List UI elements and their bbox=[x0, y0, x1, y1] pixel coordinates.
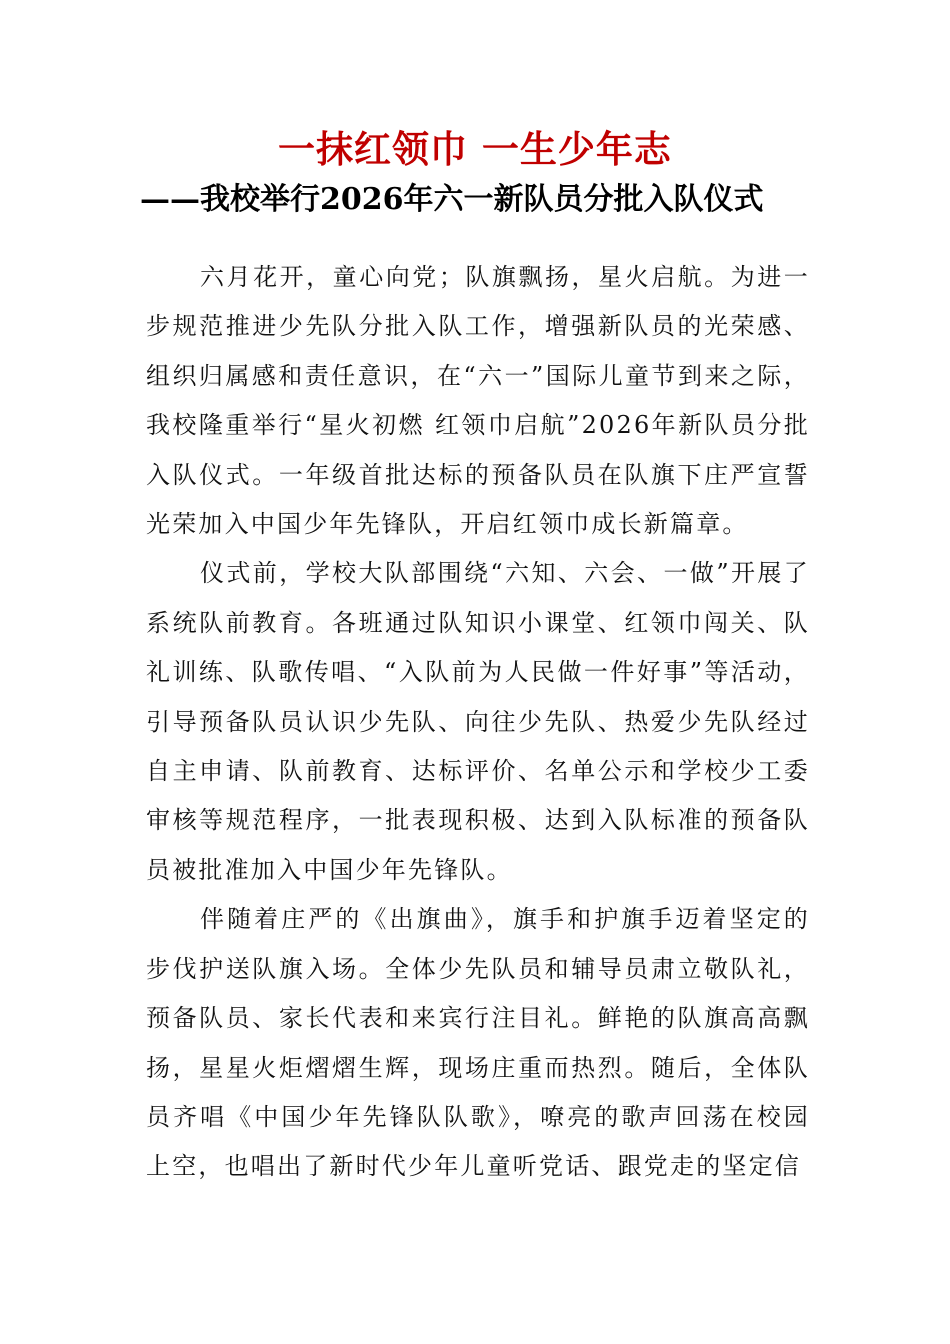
document-subtitle: ——我校举行2026年六一新队员分批入队仪式 bbox=[140, 182, 764, 217]
document-title: 一抹红领巾 一生少年志 bbox=[278, 127, 672, 171]
document-body bbox=[146, 253, 810, 1192]
paragraph: 仪式前，学校大队部围绕“六知、六会、一做”开展了系统队前教育。各班通过队知识小课堂、红领巾闯关、队礼训练、队歌传唱、“入队前为人民做一件好事”等活动，引导预备队员认识少先队、向往少先队、热爱少先队经过自主申请、队前教育、达标评价、名单公示和学校少工委审核等规范程序，一批表现积极、达到入队标准的预备队员被批准加入中国少年先锋队。 bbox=[146, 559, 810, 884]
paragraph: 伴随着庄严的《出旗曲》，旗手和护旗手迈着坚定的步伐护送队旗入场。全体少先队员和辅导员肃立敬队礼，预备队员、家长代表和来宾行注目礼。鲜艳的队旗高高飘扬，星星火炬熠熠生辉，现场庄重而热烈。随后，全体队员齐唱《中国少年先锋队队歌》，嘹亮的歌声回荡在校园上空，也唱出了新时代少年儿童听党话、跟党走的坚定信 bbox=[146, 905, 810, 1181]
paragraph: 六月花开，童心向党；队旗飘扬，星火启航。为进一步规范推进少先队分批入队工作，增强新队员的光荣感、组织归属感和责任意识，在“六一”国际儿童节到来之际，我校隆重举行“星火初燃 红领巾启航”2026年新队员分批入队仪式。一年级首批达标的预备队员在队旗下庄严宣誓光荣加入中国少年先锋队，开启红领巾成长新篇章。 bbox=[146, 263, 810, 539]
